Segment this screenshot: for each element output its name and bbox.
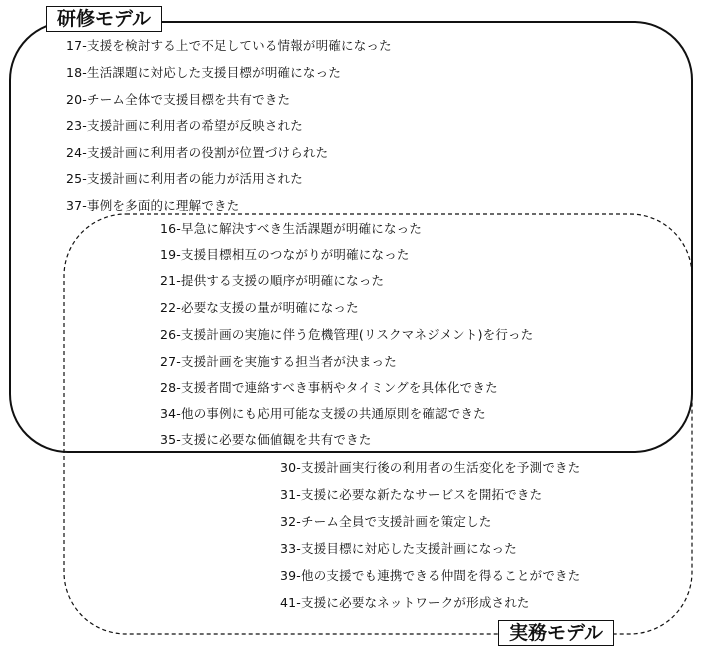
training-item: 20-チーム全体で支援目標を共有できた xyxy=(66,92,291,107)
overlap-item: 21-提供する支援の順序が明確になった xyxy=(160,273,385,288)
overlap-item: 28-支援者間で連絡すべき事柄やタイミングを具体化できた xyxy=(160,380,498,395)
practice-item: 39-他の支援でも連携できる仲間を得ることができた xyxy=(280,568,581,583)
training-item: 17-支援を検討する上で不足している情報が明確になった xyxy=(66,38,392,53)
overlap-item: 22-必要な支援の量が明確になった xyxy=(160,300,359,315)
overlap-item: 19-支援目標相互のつながりが明確になった xyxy=(160,247,410,262)
practice-model-label: 実務モデル xyxy=(498,620,614,646)
training-item: 18-生活課題に対応した支援目標が明確になった xyxy=(66,65,342,80)
overlap-item: 16-早急に解決すべき生活課題が明確になった xyxy=(160,221,423,236)
practice-item: 33-支援目標に対応した支援計画になった xyxy=(280,541,517,556)
overlap-item: 26-支援計画の実施に伴う危機管理(リスクマネジメント)を行った xyxy=(160,327,534,342)
training-item: 25-支援計画に利用者の能力が活用された xyxy=(66,171,303,186)
practice-item: 31-支援に必要な新たなサービスを開拓できた xyxy=(280,487,543,502)
overlap-item: 35-支援に必要な価値観を共有できた xyxy=(160,432,372,447)
training-item: 24-支援計画に利用者の役割が位置づけられた xyxy=(66,145,329,160)
training-model-label: 研修モデル xyxy=(46,6,162,32)
training-item: 37-事例を多面的に理解できた xyxy=(66,198,240,213)
overlap-item: 27-支援計画を実施する担当者が決まった xyxy=(160,354,397,369)
practice-item: 41-支援に必要なネットワークが形成された xyxy=(280,595,530,610)
practice-item: 32-チーム全員で支援計画を策定した xyxy=(280,514,492,529)
overlap-item: 34-他の事例にも応用可能な支援の共通原則を確認できた xyxy=(160,406,486,421)
practice-item: 30-支援計画実行後の利用者の生活変化を予測できた xyxy=(280,460,581,475)
training-item: 23-支援計画に利用者の希望が反映された xyxy=(66,118,303,133)
